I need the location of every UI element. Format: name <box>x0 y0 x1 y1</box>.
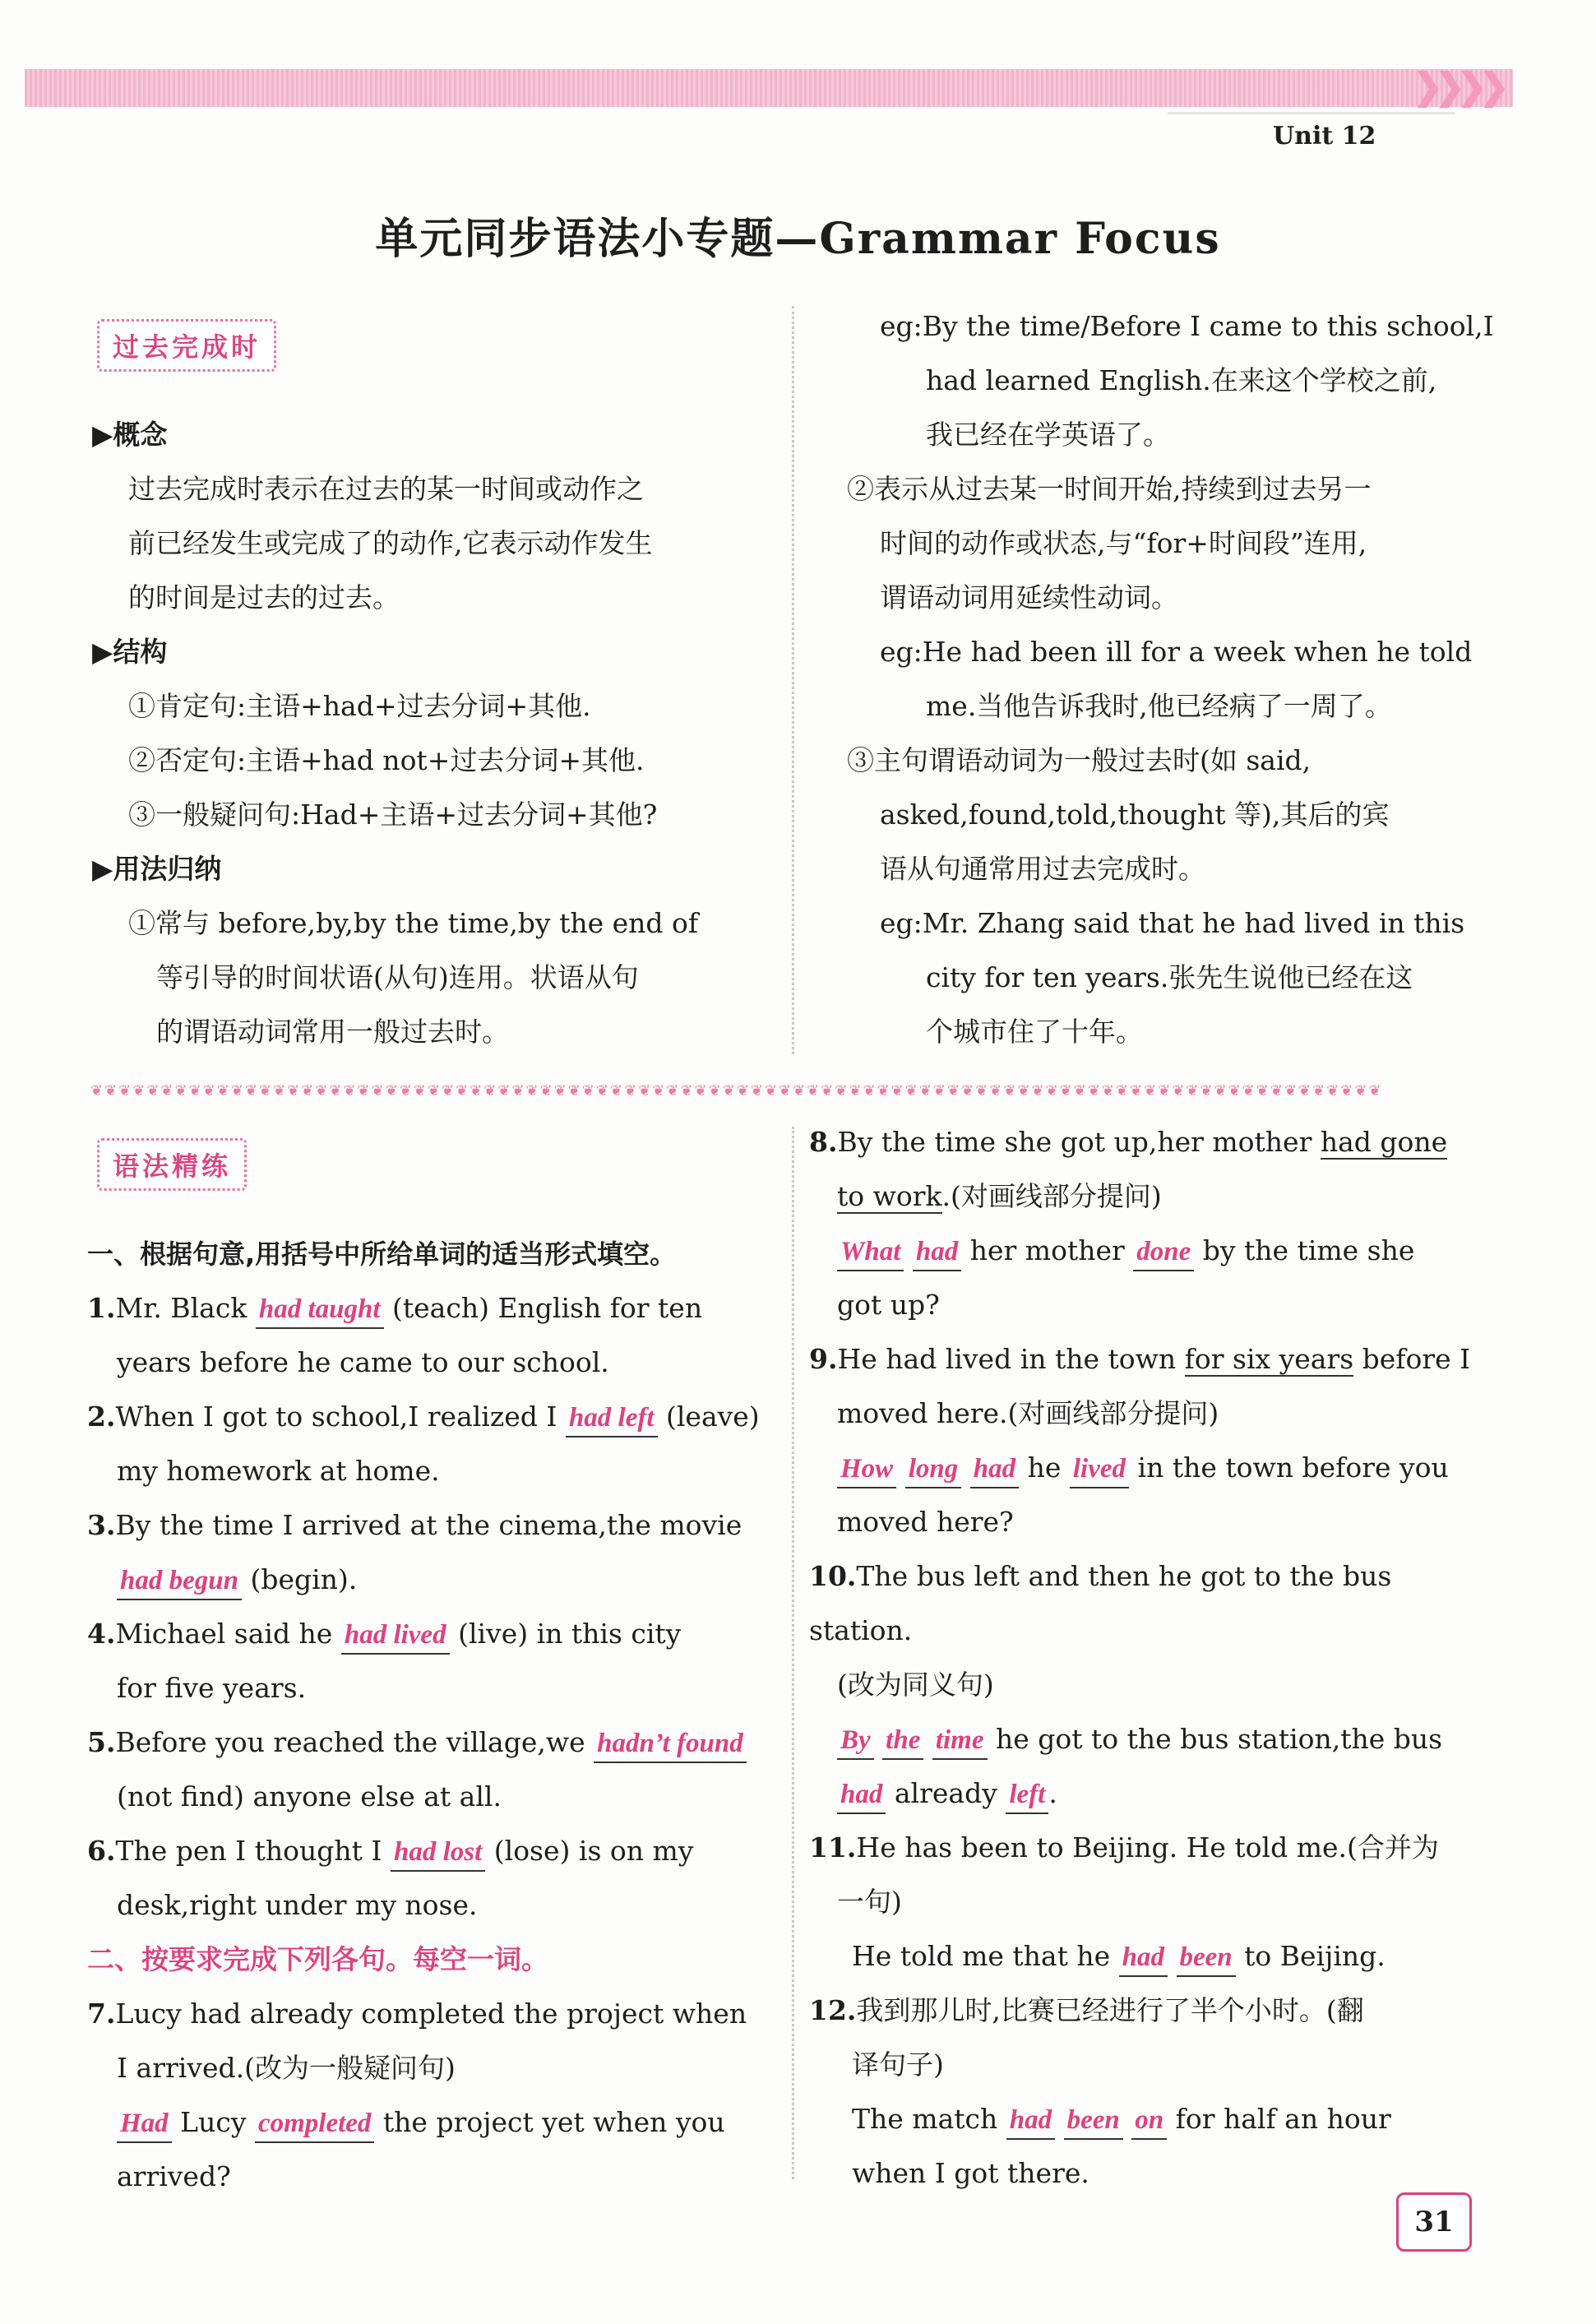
text-line: 的时间是过去的过去。 <box>128 581 400 613</box>
text-line: eg:By the time/Before I came to this school,I <box>880 310 1494 342</box>
text-line: my homework at home. <box>117 1455 440 1487</box>
answer: left <box>1006 1776 1048 1814</box>
text-line: (改为同义句) <box>837 1669 994 1701</box>
text-line: ②表示从过去某一时间开始,持续到过去另一 <box>847 473 1372 505</box>
answer: had <box>837 1776 886 1814</box>
question-7: 7.Lucy had already completed the project when <box>87 1998 747 2030</box>
answer: long <box>905 1451 962 1488</box>
text-line: asked,found,told,thought 等),其后的宾 <box>880 799 1390 831</box>
header-band <box>25 69 1513 107</box>
text-line: moved here? <box>837 1506 1014 1538</box>
text-line: 我已经在学英语了。 <box>926 419 1170 451</box>
triangle-icon: ▶ <box>92 636 113 668</box>
answer: had lived <box>341 1617 450 1655</box>
question-2: 2.When I got to school,I realized I had left (leave) <box>87 1390 770 1444</box>
answer: By <box>837 1722 874 1760</box>
answer: time <box>932 1722 988 1760</box>
text-line: 等引导的时间状语(从句)连用。状语从句 <box>156 961 639 993</box>
text-line: 前已经发生或完成了的动作,它表示动作发生 <box>128 527 653 559</box>
text-line: ②否定句:主语+had not+过去分词+其他. <box>128 744 645 776</box>
text-line: 时间的动作或状态,与“for+时间段”连用, <box>880 527 1367 559</box>
question-9: 9.He had lived in the town for six years before I <box>809 1343 1471 1375</box>
structure-heading: ▶结构 <box>92 636 168 668</box>
answer: done <box>1133 1234 1194 1271</box>
answer: completed <box>255 2105 374 2143</box>
concept-heading: ▶概念 <box>92 419 168 451</box>
text-line: 一句) <box>837 1886 902 1918</box>
triangle-icon: ▶ <box>92 419 113 451</box>
answer: What <box>837 1234 904 1271</box>
text-line: desk,right under my nose. <box>117 1889 478 1921</box>
question-1: 1.Mr. Black had taught (teach) English for ten <box>87 1281 770 1336</box>
section-1-heading: 一、根据句意,用括号中所给单词的适当形式填空。 <box>87 1238 677 1270</box>
text-line: arrived? <box>117 2160 231 2192</box>
answer: had <box>970 1451 1019 1488</box>
answer: hadn’t found <box>594 1725 747 1763</box>
answer: had <box>913 1234 961 1271</box>
text-line: had learned English.在来这个学校之前, <box>926 364 1437 396</box>
section-2-heading: 二、按要求完成下列各句。每空一词。 <box>87 1943 548 1975</box>
text-line: ①肯定句:主语+had+过去分词+其他. <box>128 690 591 722</box>
text-line: moved here.(对画线部分提问) <box>837 1397 1219 1429</box>
text-line: me.当他告诉我时,他已经病了一周了。 <box>926 690 1392 722</box>
question-5: 5.Before you reached the village,we hadn’t found <box>87 1715 770 1770</box>
text-line: eg:Mr. Zhang said that he had lived in this <box>880 907 1465 939</box>
answer: the <box>882 1722 923 1760</box>
answer: been <box>1177 1939 1236 1977</box>
page-number: 31 <box>1396 2192 1472 2252</box>
text-line: 译句子) <box>852 2049 944 2081</box>
answer: had <box>1119 1939 1168 1977</box>
left-column <box>92 408 775 1059</box>
decorative-divider: ❦❦❦❦❦❦❦❦❦❦❦❦❦❦❦❦❦❦❦❦❦❦❦❦❦❦❦❦❦❦❦❦❦❦❦❦❦❦❦❦❦❦❦❦❦❦❦❦❦❦❦❦❦❦❦❦❦❦❦❦❦❦❦❦❦❦❦❦❦❦❦❦❦❦❦❦❦❦❦❦❦❦❦❦❦❦❦❦❦❦❦❦ <box>90 1082 1383 1097</box>
text-line: ③主句谓语动词为一般过去时(如 said, <box>847 744 1311 776</box>
question-4: 4.Michael said he had lived (live) in this city <box>87 1607 770 1661</box>
question-11: 11.He has been to Beijing. He told me.(合并为 <box>809 1831 1439 1863</box>
text-line: 语从句通常用过去完成时。 <box>880 853 1205 885</box>
column-divider <box>792 306 794 1054</box>
text-line: 的谓语动词常用一般过去时。 <box>156 1016 509 1048</box>
answer: been <box>1064 2102 1123 2140</box>
chevron-icon: ❯❯❯❯ <box>1413 66 1501 108</box>
page-title: 单元同步语法小专题—Grammar Focus <box>375 214 1221 264</box>
answer: How <box>837 1451 896 1488</box>
text-line: when I got there. <box>852 2157 1089 2189</box>
text-line: ③一般疑问句:Had+主语+过去分词+其他? <box>128 799 658 831</box>
answer: had lost <box>391 1834 485 1872</box>
question-8: 8.By the time she got up,her mother had gone <box>809 1126 1448 1158</box>
section-label-past-perfect: 过去完成时 <box>97 319 276 372</box>
text-line: 谓语动词用延续性动词。 <box>880 581 1178 613</box>
question-3: 3.By the time I arrived at the cinema,the movie <box>87 1509 742 1541</box>
answer: had begun <box>117 1562 242 1600</box>
answer: Had <box>117 2105 172 2143</box>
text-line: 个城市住了十年。 <box>926 1016 1143 1048</box>
triangle-icon: ▶ <box>92 853 113 885</box>
text-line: for five years. <box>117 1672 307 1704</box>
text-line: years before he came to our school. <box>117 1346 609 1378</box>
question-6: 6.The pen I thought I had lost (lose) is on my <box>87 1824 770 1878</box>
usage-heading: ▶用法归纳 <box>92 853 222 885</box>
answer: on <box>1131 2102 1167 2140</box>
answer: had taught <box>256 1291 384 1329</box>
text-line: city for ten years.张先生说他已经在这 <box>926 961 1413 993</box>
practice-right: 8.By the time she got up,her mother had gone to work.(对画线部分提问) What had her mother done by the time she got up? 9.He had lived in the town for six years before I moved here.(对画线部分提问) How long had he lived in the town before you moved here? 10.The bus left and then he got to the bus station. (改为同义句) By the time he got to the bus station,the bus had already left . 11.He has been to Beijing. He told me.(合并为 一句) He told me that he had been to Beijing. 12.我到那儿时,比赛已经进行了半个小时。(翻 译句子) The match had been on for half an hour when I got there. <box>809 1115 1492 2201</box>
practice-left: 一、根据句意,用括号中所给单词的适当形式填空。 1.Mr. Black had taught (teach) English for ten years before he came to our school. 2.When I got to school,I realized I had left (leave) my homework at home. 3.By the time I arrived at the cinema,the movie had begun (begin). 4.Michael said he had lived (live) in this city for five years. 5.Before you reached the village,we hadn’t found (not find) anyone else at all. 6.The pen I thought I had lost (lose) is on my desk,right under my nose. 二、按要求完成下列各句。每空一词。 7.Lucy had already completed the project when I arrived.(改为一般疑问句) Had Lucy completed the project yet when you arrived? <box>87 1227 770 2204</box>
column-divider <box>792 1127 794 2179</box>
answer: lived <box>1070 1451 1129 1488</box>
unit-label: Unit 12 <box>1273 122 1376 150</box>
text-line: 过去完成时表示在过去的某一时间或动作之 <box>128 473 644 505</box>
question-10: 10.The bus left and then he got to the bus station. <box>809 1560 1392 1646</box>
question-12: 12.我到那儿时,比赛已经进行了半个小时。(翻 <box>809 1994 1364 2026</box>
answer: had left <box>566 1400 658 1437</box>
text-line: I arrived.(改为一般疑问句) <box>117 2052 456 2084</box>
text-line: eg:He had been ill for a week when he told <box>880 636 1473 668</box>
text-line: ①常与 before,by,by the time,by the end of <box>128 907 699 939</box>
text-line: got up? <box>837 1289 940 1321</box>
answer: had <box>1006 2102 1055 2140</box>
text-line: (not find) anyone else at all. <box>117 1780 502 1812</box>
section-label-practice: 语法精练 <box>97 1138 247 1191</box>
right-column <box>847 299 1497 1059</box>
